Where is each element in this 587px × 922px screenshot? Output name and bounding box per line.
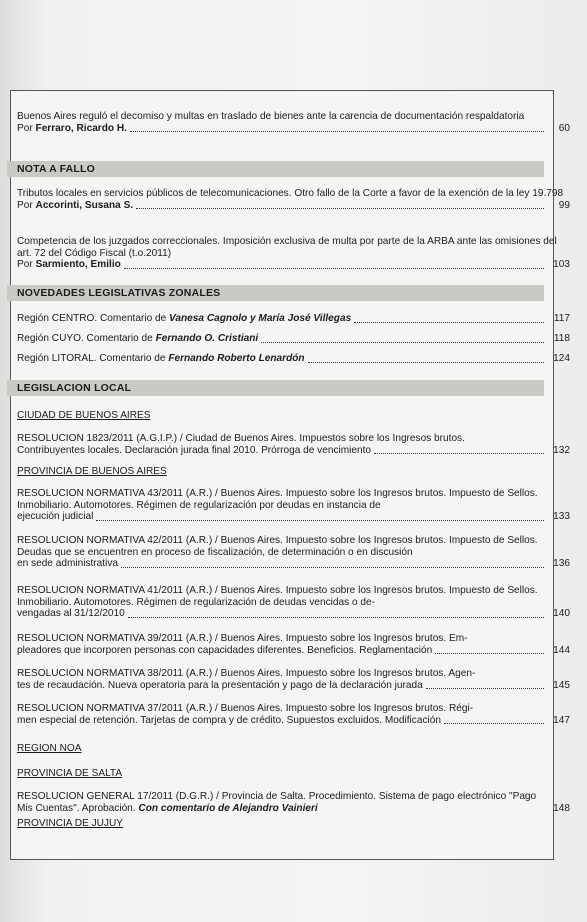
section-header-legislacion-local: LEGISLACION LOCAL <box>7 380 544 396</box>
author-name: Con comentario de Alejandro Vainieri <box>138 802 318 814</box>
author-name: Accorinti, Susana S. <box>35 199 134 211</box>
section-header-nota-a-fallo: NOTA A FALLO <box>7 161 544 177</box>
dot-leader <box>374 453 544 454</box>
index-entry <box>17 353 570 365</box>
entry-text: Buenos Aires reguló el decomiso y multas en traslado de bienes ante la carencia de documentación respaldatoria <box>17 111 525 122</box>
page-number: 132 <box>553 444 570 456</box>
section-header-novedades: NOVEDADES LEGISLATIVAS ZONALES <box>7 285 544 301</box>
page-number: 144 <box>553 644 570 656</box>
entry-text: RESOLUCION NORMATIVA 41/2011 (A.R.) / Buenos Aires. Impuesto sobre los Ingresos brutos. Impuesto de Sellos. Inmobiliario. Automotores. Régimen de regularización de deudas vencidas o de- <box>17 585 538 608</box>
entry-text: RESOLUCION GENERAL 17/2011 (D.G.R.) / Provincia de Salta. Procedimiento. Sistema de pago electrónico "Pago Mis Cuentas". Aprobación. <box>17 791 537 814</box>
dot-leader <box>130 130 544 132</box>
subsection-pba: PROVINCIA DE BUENOS AIRES <box>17 466 167 477</box>
index-entry <box>17 333 570 345</box>
subsection-jujuy: PROVINCIA DE JUJUY <box>17 818 124 829</box>
entry-text: RESOLUCION NORMATIVA 38/2011 (A.R.) / Buenos Aires. Impuesto sobre los Ingresos brutos. Agen- <box>17 668 476 679</box>
entry-text: RESOLUCION NORMATIVA 37/2011 (A.R.) / Buenos Aires. Impuesto sobre los Ingresos brutos. Régi- <box>17 703 474 714</box>
dot-leader <box>261 342 544 343</box>
entry-text: Competencia de los juzgados correccionales. Imposición exclusiva de multa por parte de la ARBA ante las omisiones del art. 72 del Código Fiscal (t.o.2011) <box>17 236 557 259</box>
dot-leader <box>136 207 544 209</box>
entry-text: RESOLUCION NORMATIVA 43/2011 (A.R.) / Buenos Aires. Impuesto sobre los Ingresos brutos. Impuesto de Sellos. Inmobiliario. Automotores. Régimen de regularización por deudas en instancia de <box>17 488 538 511</box>
page-number: 140 <box>553 608 570 620</box>
entry-text-end: Contribuyentes locales. Declaración jurada final 2010. Prórroga de vencimiento <box>17 444 372 456</box>
index-entry <box>17 188 570 211</box>
entry-text: RESOLUCION NORMATIVA 42/2011 (A.R.) / Buenos Aires. Impuesto sobre los Ingresos brutos. Impuesto de Sellos. Deudas que se encuentren en proceso de fiscalización, de determinación o en discusión <box>17 535 538 558</box>
index-entry <box>17 791 570 814</box>
page-number: 148 <box>553 802 570 814</box>
entry-byline <box>17 200 570 212</box>
dot-leader <box>435 653 544 654</box>
index-entry <box>17 488 570 523</box>
entry-text: Región LITORAL. Comentario de <box>17 353 166 364</box>
entry-text: RESOLUCION NORMATIVA 39/2011 (A.R.) / Buenos Aires. Impuesto sobre los Ingresos brutos. Em- <box>17 633 468 644</box>
index-entry <box>17 585 570 620</box>
entry-text: Región CENTRO. Comentario de <box>17 313 167 324</box>
author-name: Fernando O. Cristiani <box>155 333 259 344</box>
author-name: Fernando Roberto Lenardón <box>168 353 305 364</box>
page-number: 133 <box>553 511 570 523</box>
index-entry <box>17 111 570 134</box>
index-entry <box>17 236 570 271</box>
entry-text-end: vengadas al 31/12/2010 <box>17 608 125 620</box>
by-prefix: Por <box>17 122 33 134</box>
index-entry <box>17 633 570 656</box>
subsection-salta: PROVINCIA DE SALTA <box>17 768 123 779</box>
entry-byline <box>17 259 570 271</box>
entry-text: Tributos locales en servicios públicos de telecomunicaciones. Otro fallo de la Corte a favor de la exención de la ley 19.798 <box>17 188 564 199</box>
index-entry <box>17 668 570 691</box>
by-prefix: Por <box>17 259 33 271</box>
dot-leader <box>426 688 544 689</box>
entry-byline <box>17 123 570 135</box>
dot-leader <box>308 362 544 363</box>
subsection-region-noa: REGION NOA <box>17 743 82 754</box>
entry-text: Región CUYO. Comentario de <box>17 333 153 344</box>
page-number: 147 <box>553 714 570 726</box>
entry-text: RESOLUCION 1823/2011 (A.G.I.P.) / Ciudad de Buenos Aires. Impuestos sobre los Ingresos brutos. <box>17 433 465 444</box>
page-number: 60 <box>558 122 570 134</box>
page-number: 136 <box>553 558 570 570</box>
entry-text-end: pleadores que incorporen personas con capacidades diferentes. Beneficios. Reglamentación <box>17 644 433 656</box>
dot-leader <box>354 322 544 323</box>
dot-leader <box>121 567 544 568</box>
index-entry <box>17 433 570 456</box>
page-number: 124 <box>553 353 570 364</box>
entry-text-end: en sede administrativa <box>17 558 118 570</box>
dot-leader <box>124 267 544 269</box>
author-name: Vanesa Cagnolo y María José Villegas <box>169 313 352 324</box>
entry-text-end: ejecución judicial <box>17 511 94 523</box>
page-number: 103 <box>553 259 570 271</box>
index-entry <box>17 313 570 325</box>
entry-text-end: tes de recaudación. Nueva operatoria para la presentación y pago de la declaración jurada <box>17 679 423 691</box>
dot-leader <box>128 617 544 618</box>
author-name: Sarmiento, Emilio <box>35 259 121 271</box>
index-entry <box>17 703 570 726</box>
page-number: 99 <box>558 199 570 211</box>
author-name: Ferraro, Ricardo H. <box>35 122 127 134</box>
page-number: 118 <box>553 333 570 344</box>
entry-text-end: men especial de retención. Tarjetas de compra y de crédito. Supuestos excluidos. Modificación <box>17 714 441 726</box>
subsection-caba: CIUDAD DE BUENOS AIRES <box>17 410 151 421</box>
dot-leader <box>96 520 544 521</box>
by-prefix: Por <box>17 199 33 211</box>
dot-leader <box>444 723 544 724</box>
page-number: 117 <box>553 313 570 324</box>
page-number: 145 <box>553 679 570 691</box>
index-entry <box>17 535 570 570</box>
